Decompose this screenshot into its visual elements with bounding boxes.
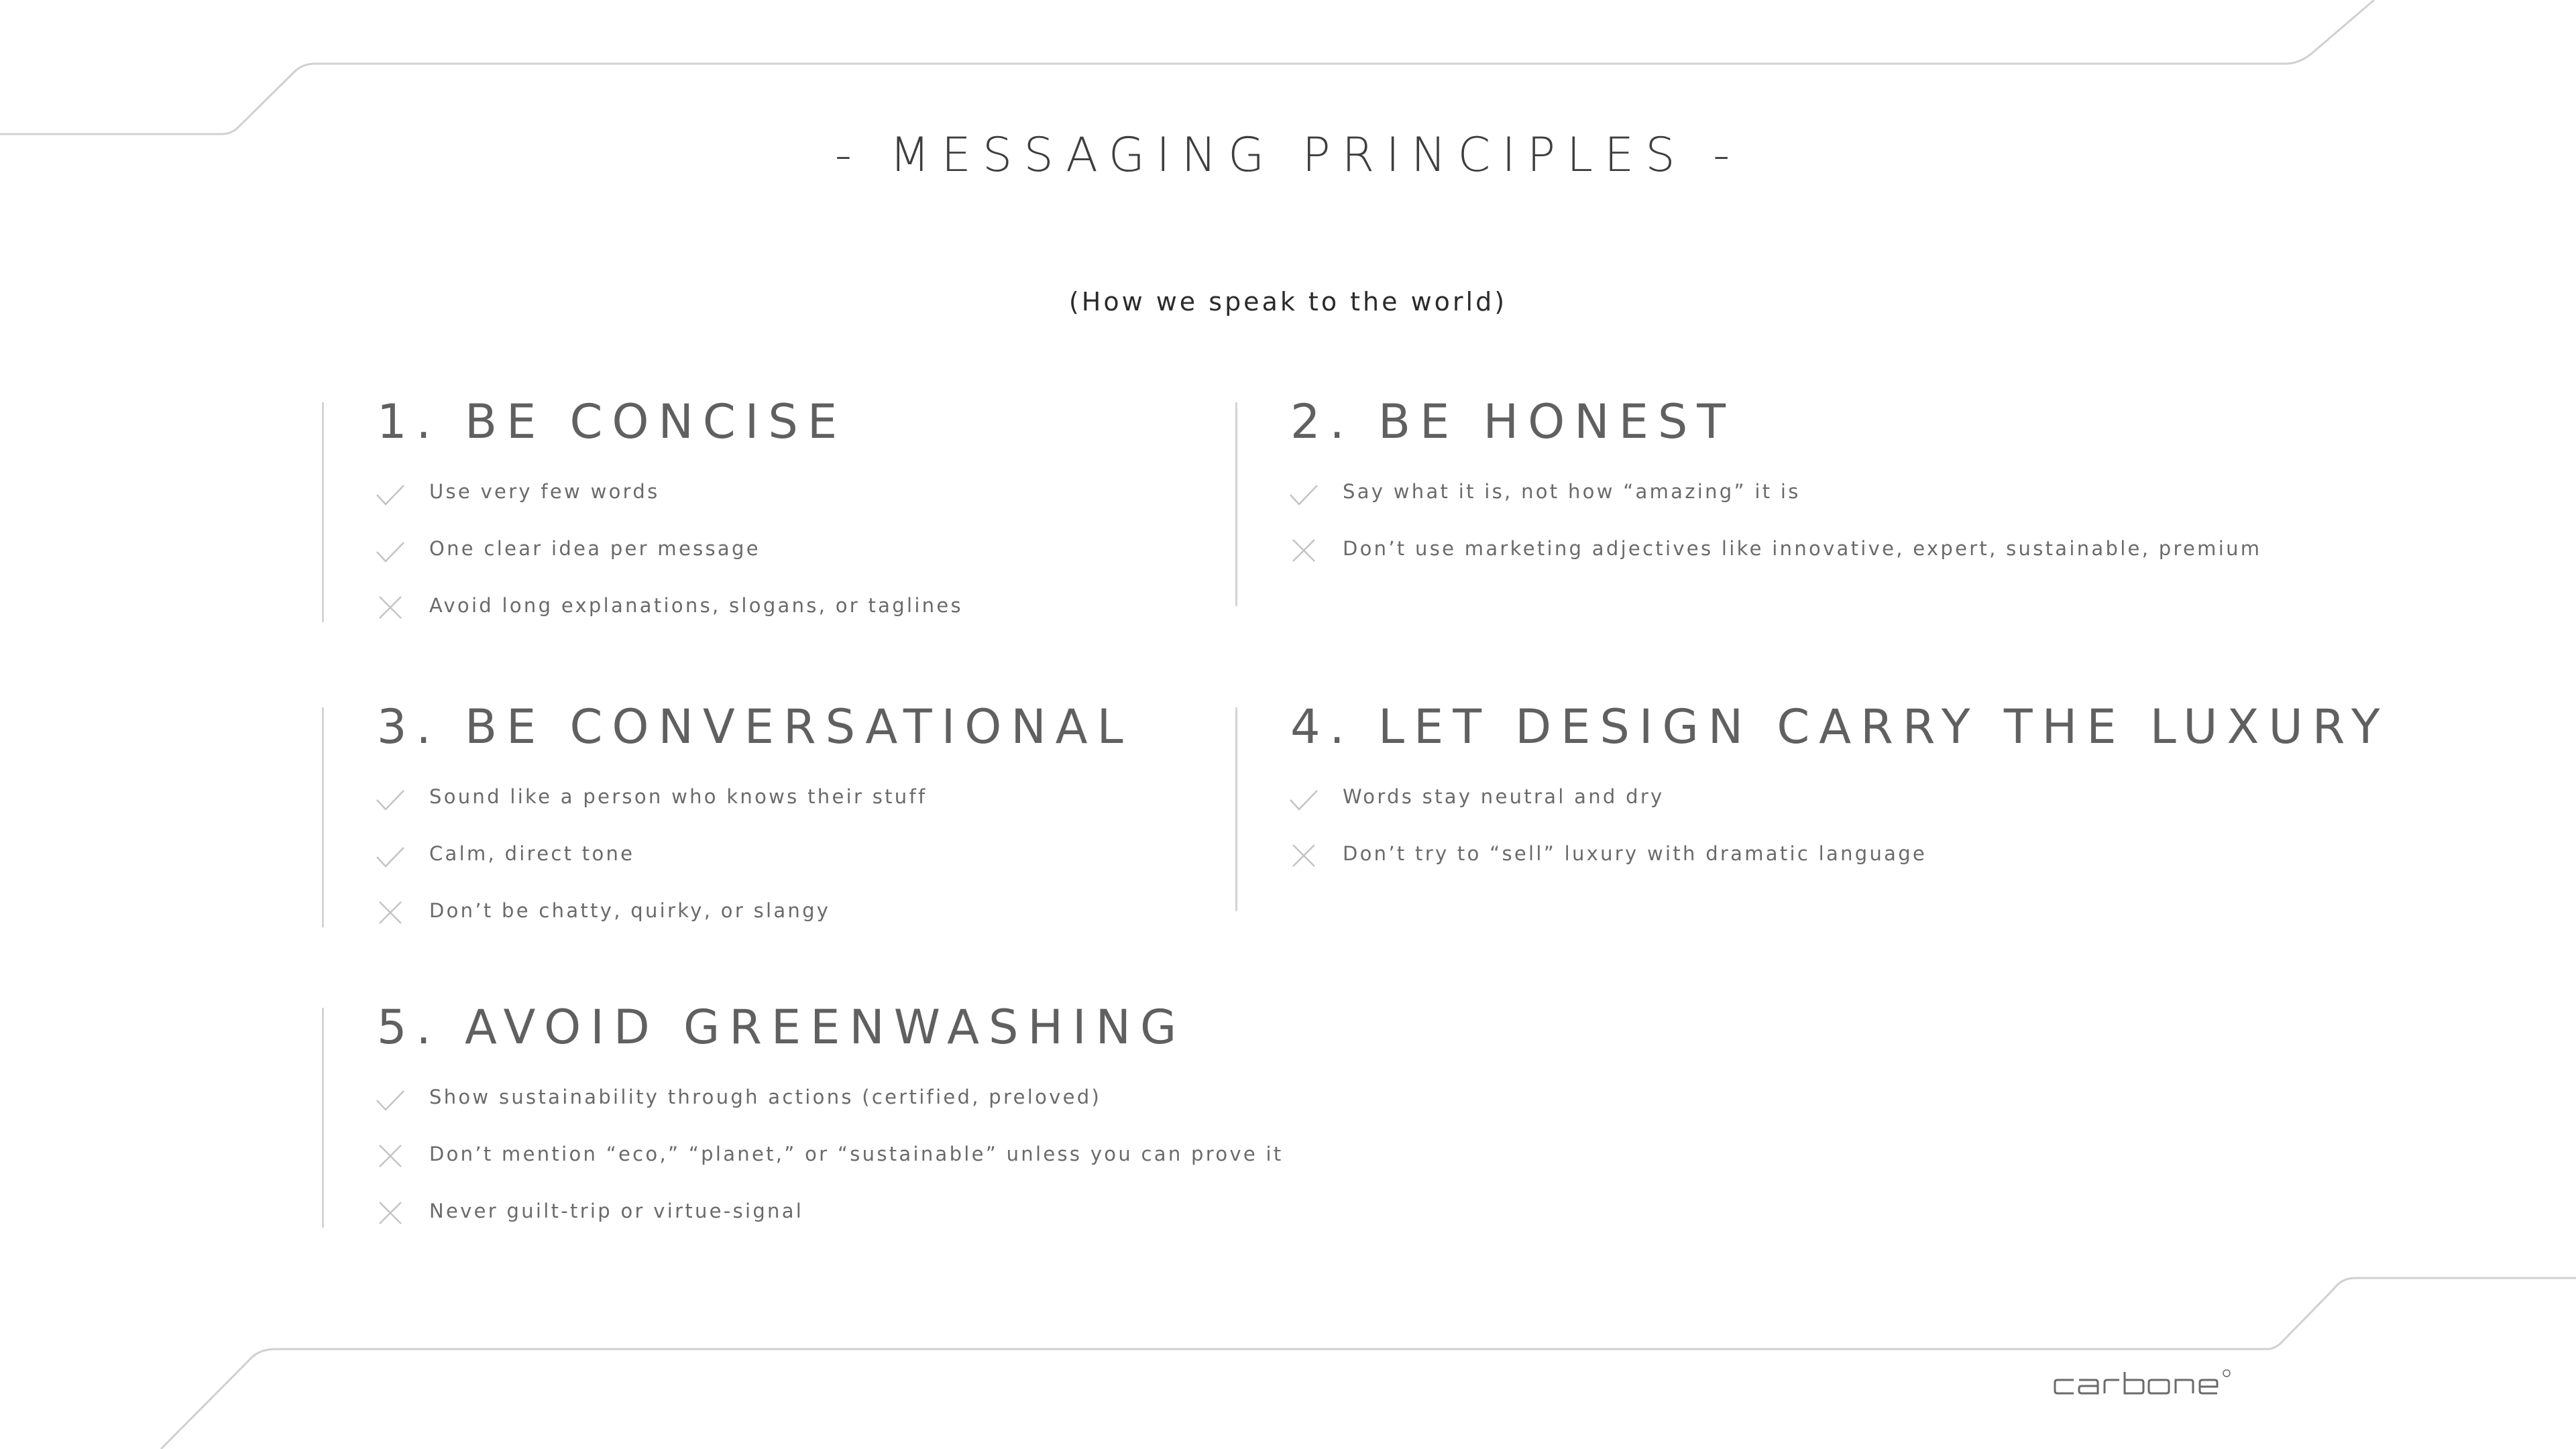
list-item (1288, 537, 2261, 594)
list-item (374, 537, 963, 594)
list-item-text: Show sustainability through actions (certified, preloved) (429, 1086, 1102, 1108)
list-item-text: Never guilt-trip or virtue-signal (429, 1200, 804, 1222)
cross-icon (374, 1140, 406, 1172)
frame-line-bottom (161, 1278, 2576, 1449)
principle-list (374, 480, 963, 651)
cross-icon (374, 1197, 406, 1229)
section-divider-line (322, 402, 324, 622)
cross-icon (1288, 839, 1320, 872)
check-icon (374, 783, 406, 815)
check-icon (374, 534, 406, 567)
list-item-text: One clear idea per message (429, 537, 761, 560)
list-item-text: Don’t use marketing adjectives like innovative, expert, sustainable, premium (1343, 537, 2262, 560)
list-item-text: Sound like a person who knows their stuff (429, 785, 928, 808)
page-title: - MESSAGING PRINCIPLES - (834, 127, 1742, 182)
list-item (374, 480, 963, 537)
list-item (1288, 842, 1927, 899)
section-heading: 2. BE HONEST (1290, 394, 1736, 449)
frame-line-top (0, 0, 2374, 134)
principle-list (374, 1086, 1284, 1257)
cross-icon (1288, 534, 1320, 567)
check-icon (374, 477, 406, 510)
section-heading: 1. BE CONCISE (377, 394, 847, 449)
list-item-text: Calm, direct tone (429, 842, 635, 865)
list-item (374, 842, 927, 899)
section-divider-line (1235, 402, 1237, 606)
list-item-text: Don’t be chatty, quirky, or slangy (429, 899, 831, 922)
principle-list (1288, 480, 2261, 594)
list-item (374, 785, 927, 842)
cross-icon (374, 591, 406, 624)
cross-icon (374, 896, 406, 929)
list-item (1288, 785, 1927, 842)
list-item (374, 1143, 1284, 1200)
list-item-text: Say what it is, not how “amazing” it is (1343, 480, 1801, 503)
check-icon (1288, 477, 1320, 510)
list-item-text: Don’t mention “eco,” “planet,” or “sustainable” unless you can prove it (429, 1143, 1284, 1165)
section-heading: 4. LET DESIGN CARRY THE LUXURY (1290, 699, 2390, 754)
section-heading: 3. BE CONVERSATIONAL (377, 699, 1133, 754)
section-divider-line (1235, 707, 1237, 911)
section-divider-line (322, 707, 324, 927)
principle-list (1288, 785, 1927, 899)
list-item-text: Don’t try to “sell” luxury with dramatic language (1343, 842, 1927, 865)
list-item (1288, 480, 2261, 537)
carbone-logo (2054, 1368, 2235, 1401)
list-item (374, 594, 963, 651)
list-item-text: Avoid long explanations, slogans, or taglines (429, 594, 963, 617)
section-divider-line (322, 1008, 324, 1228)
page-subtitle: (How we speak to the world) (1068, 287, 1508, 316)
check-icon (374, 1083, 406, 1115)
list-item (374, 1200, 1284, 1257)
principle-list (374, 785, 927, 956)
check-icon (374, 839, 406, 872)
section-heading: 5. AVOID GREENWASHING (377, 1000, 1186, 1055)
list-item-text: Use very few words (429, 480, 660, 503)
check-icon (1288, 783, 1320, 815)
list-item (374, 899, 927, 956)
list-item (374, 1086, 1284, 1143)
list-item-text: Words stay neutral and dry (1343, 785, 1665, 808)
